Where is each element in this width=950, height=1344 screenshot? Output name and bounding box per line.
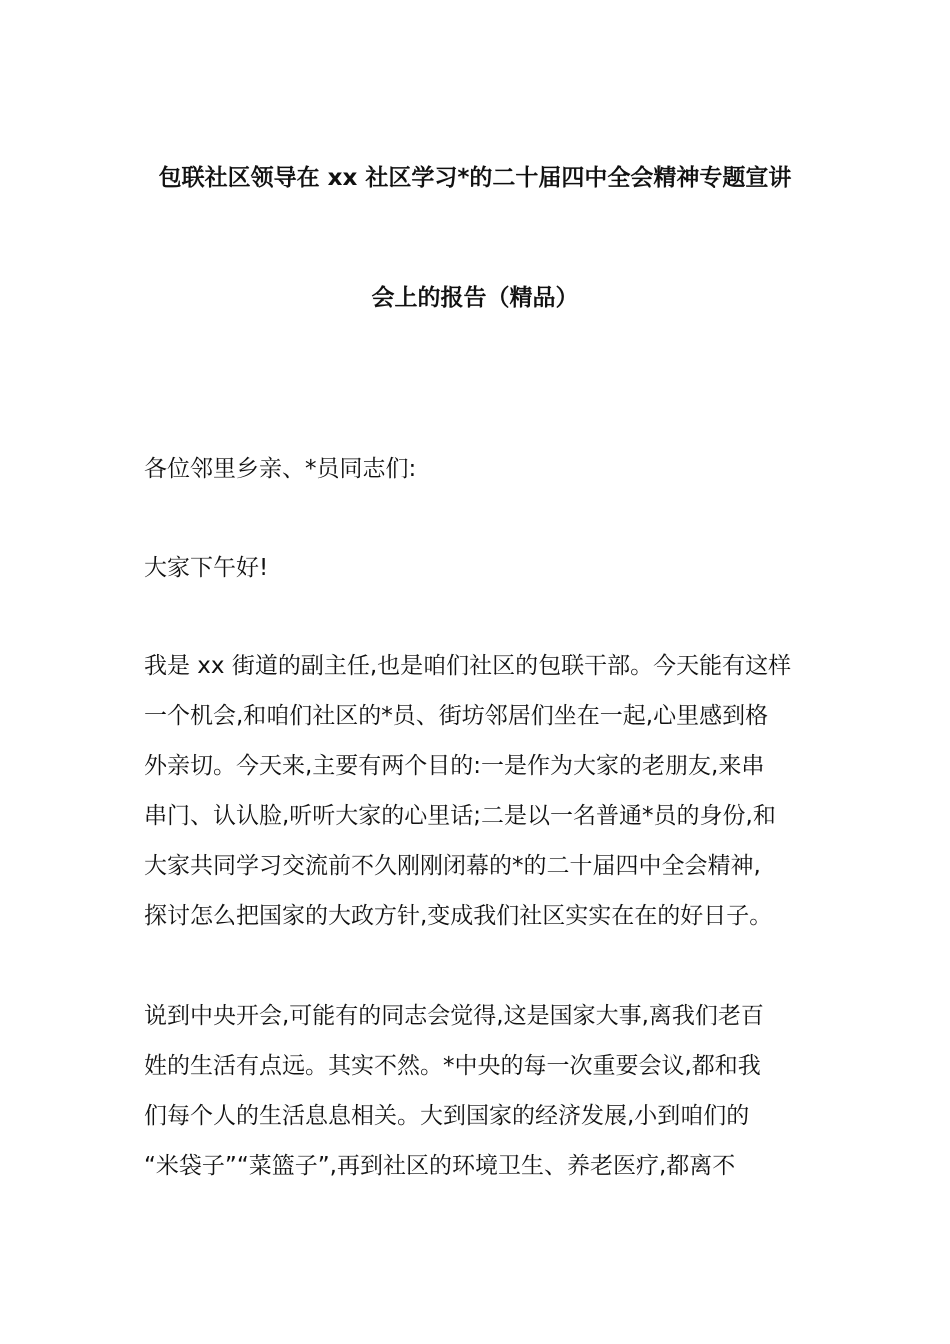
paragraph-line: 们每个人的生活息息相关。大到国家的经济发展,小到咱们的 <box>144 1103 750 1129</box>
paragraph-line: 探讨怎么把国家的大政方针,变成我们社区实实在在的好日子。 <box>144 903 773 929</box>
paragraph-line: 串门、认认脸,听听大家的心里话;二是以一名普通*员的身份,和 <box>144 803 776 829</box>
paragraph-line: “米袋子”“菜篮子”,再到社区的环境卫生、养老医疗,都离不 <box>144 1153 736 1179</box>
paragraph-line: 大家共同学习交流前不久刚刚闭幕的*的二十届四中全会精神, <box>144 853 761 879</box>
paragraph-line: 一个机会,和咱们社区的*员、街坊邻居们坐在一起,心里感到格 <box>144 703 769 729</box>
paragraph-line: 说到中央开会,可能有的同志会觉得,这是国家大事,离我们老百 <box>144 1003 764 1029</box>
paragraph-1 <box>144 650 812 950</box>
paragraph-line: 外亲切。今天来,主要有两个目的:一是作为大家的老朋友,来串 <box>144 753 765 779</box>
paragraph-line: 我是 xx 街道的副主任,也是咱们社区的包联干部。今天能有这样 <box>144 653 792 679</box>
paragraph-2 <box>144 1000 812 1200</box>
document-title-line-2: 会上的报告（精品） <box>371 285 579 311</box>
salutation: 各位邻里乡亲、*员同志们: <box>144 456 417 482</box>
greeting: 大家下午好! <box>144 555 269 581</box>
paragraph-line: 姓的生活有点远。其实不然。*中央的每一次重要会议,都和我 <box>144 1053 761 1079</box>
document-title-line-1: 包联社区领导在 xx 社区学习*的二十届四中全会精神专题宣讲 <box>158 165 792 191</box>
